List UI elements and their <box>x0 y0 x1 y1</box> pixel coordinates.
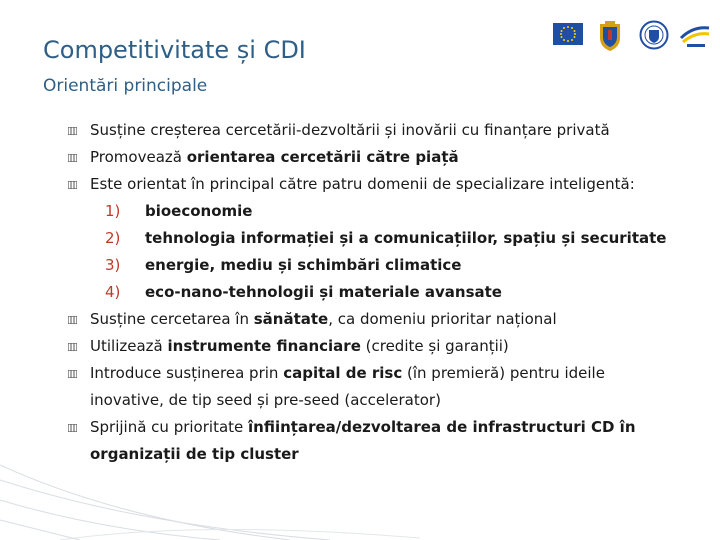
domain-label: bioeconomie <box>145 202 253 220</box>
item-text: (în premieră) pentru ideile <box>402 364 605 382</box>
item-text: Introduce susținerea prin <box>90 364 284 382</box>
item-text: Sprijină cu prioritate <box>90 418 249 436</box>
decorative-curves <box>0 450 720 540</box>
bullet-list <box>68 117 708 468</box>
item-text: inovative, de tip seed și pre-seed (accelerator) <box>90 391 441 409</box>
square-bullet-icon <box>68 181 77 189</box>
item-emphasis: capital de risc <box>283 364 403 382</box>
item-emphasis: înființarea/dezvoltarea de infrastructuri CD în <box>248 418 636 436</box>
domain-item <box>68 252 708 279</box>
domain-item <box>68 225 708 252</box>
square-bullet-icon <box>68 370 77 378</box>
list-item <box>68 117 708 144</box>
item-text: Utilizează <box>90 337 168 355</box>
item-text: (credite și garanții) <box>360 337 509 355</box>
domain-number: 3) <box>105 256 121 274</box>
item-text: Susține creșterea cercetării-dezvoltării și inovării cu finanțare privată <box>90 121 610 139</box>
item-text: , ca domeniu prioritar național <box>328 310 557 328</box>
domain-label: energie, mediu și schimbări climatice <box>145 256 462 274</box>
item-text: Susține cercetarea în <box>90 310 254 328</box>
item-emphasis: instrumente financiare <box>167 337 361 355</box>
item-text: Este orientat în principal către patru domenii de specializare inteligentă: <box>90 175 635 193</box>
square-bullet-icon <box>68 424 77 432</box>
list-item <box>68 144 708 171</box>
square-bullet-icon <box>68 343 77 351</box>
list-item <box>68 360 708 414</box>
domain-item <box>68 198 708 225</box>
romania-coat-of-arms-logo <box>597 20 623 52</box>
item-emphasis: organizații de tip cluster <box>90 445 299 463</box>
square-bullet-icon <box>68 316 77 324</box>
item-emphasis: orientarea cercetării către piață <box>186 148 459 166</box>
list-item <box>68 306 708 333</box>
item-emphasis: sănătate <box>253 310 329 328</box>
domain-number: 2) <box>105 229 121 247</box>
eu-flag-logo <box>553 23 583 45</box>
domain-label: eco-nano-tehnologii și materiale avansate <box>145 283 502 301</box>
domain-number: 4) <box>105 283 121 301</box>
square-bullet-icon <box>68 127 77 135</box>
domain-label: tehnologia informației și a comunicațiilor, spațiu și securitate <box>145 229 667 247</box>
item-text: Promovează <box>90 148 187 166</box>
page-title: Competitivitate și CDI <box>43 36 306 64</box>
domain-number: 1) <box>105 202 121 220</box>
page-subtitle: Orientări principale <box>43 76 208 96</box>
list-item <box>68 333 708 360</box>
logo-strip <box>553 20 713 54</box>
program-logo <box>679 20 711 50</box>
square-bullet-icon <box>68 154 77 162</box>
domain-item <box>68 279 708 306</box>
list-item <box>68 171 708 198</box>
government-seal-logo <box>639 20 669 50</box>
